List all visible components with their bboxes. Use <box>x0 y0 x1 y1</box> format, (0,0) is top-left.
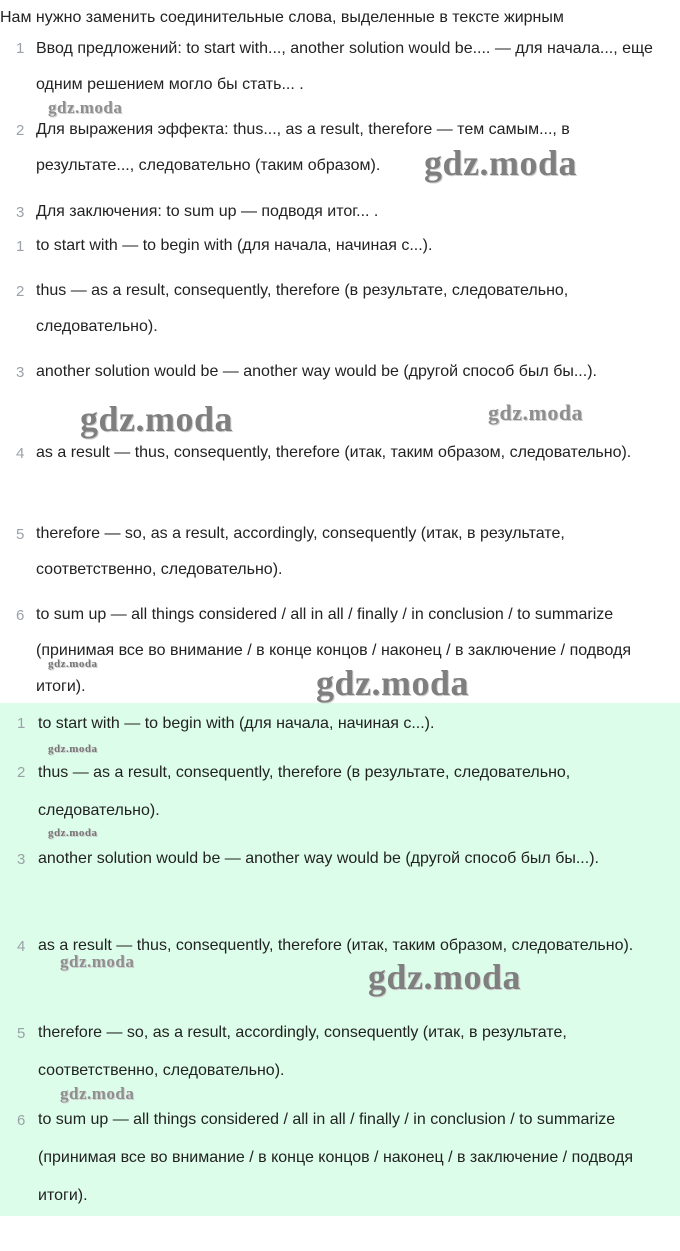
watermark-logo: gdz.moda <box>368 957 522 997</box>
item-number: 5 <box>16 526 25 543</box>
list-item: therefore — so, as a result, accordingly, consequently (итак, в результате, соответственно, следовательно). <box>38 1024 567 1079</box>
item-number: 3 <box>17 851 26 868</box>
watermark-logo: gdz.moda <box>80 399 234 439</box>
watermark-logo: gdz.moda <box>488 400 584 425</box>
watermark-logo: gdz.moda <box>48 658 98 670</box>
item-number: 6 <box>16 607 25 624</box>
item-number: 2 <box>16 283 25 300</box>
list-item: to sum up — all things considered / all in all / finally / in conclusion / to summarize (принимая все во внимание / в конце концов / наконец / в заключение / подводя итоги). <box>36 606 631 695</box>
list-item: Для выражения эффекта: thus..., as a result, therefore — тем самым..., в результате..., следовательно (таким образом). <box>36 121 570 174</box>
list-item: therefore — so, as a result, accordingly, consequently (итак, в результате, соответственно, следовательно). <box>36 525 565 578</box>
watermark-logo: gdz.moda <box>316 663 470 703</box>
item-number: 4 <box>17 938 26 955</box>
list-item: as a result — thus, consequently, therefore (итак, таким образом, следовательно). <box>38 937 634 954</box>
list-item: to sum up — all things considered / all in all / finally / in conclusion / to summarize (принимая все во внимание / в конце концов / наконец / в заключение / подводя итоги). <box>38 1111 633 1204</box>
list-item: to start with — to begin with (для начала, начиная с...). <box>38 715 435 732</box>
list-item: thus — as a result, consequently, therefore (в результате, следовательно, следовательно). <box>38 764 571 819</box>
item-number: 5 <box>17 1025 26 1042</box>
list-item: Ввод предложений: to start with..., another solution would be.... — для начала..., еще одним решением могло бы стать... . <box>36 40 653 93</box>
list-item: thus — as a result, consequently, therefore (в результате, следовательно, следовательно). <box>36 282 569 335</box>
item-number: 1 <box>16 238 25 255</box>
list-item: to start with — to begin with (для начала, начиная с...). <box>36 237 433 254</box>
list-item: another solution would be — another way would be (другой способ был бы...). <box>38 850 599 867</box>
watermark-logo: gdz.moda <box>48 743 98 755</box>
list-item: another solution would be — another way would be (другой способ был бы...). <box>36 363 597 380</box>
list-item: as a result — thus, consequently, therefore (итак, таким образом, следовательно). <box>36 444 632 461</box>
item-number: 1 <box>16 40 25 57</box>
intro-text: Нам нужно заменить соединительные слова, выделенные в тексте жирным <box>0 9 564 26</box>
watermark-logo: gdz.moda <box>48 827 98 839</box>
item-number: 4 <box>16 445 25 462</box>
watermark-logo: gdz.moda <box>48 98 123 117</box>
watermark-logo: gdz.moda <box>424 143 578 183</box>
item-number: 2 <box>16 122 25 139</box>
item-number: 3 <box>16 364 25 381</box>
item-number: 2 <box>17 764 26 781</box>
watermark-logo: gdz.moda <box>60 1084 135 1103</box>
watermark-logo: gdz.moda <box>60 952 135 971</box>
item-number: 1 <box>17 715 26 732</box>
list-item: Для заключения: to sum up — подводя итог... . <box>36 203 379 220</box>
item-number: 3 <box>16 204 25 221</box>
item-number: 6 <box>17 1112 26 1129</box>
